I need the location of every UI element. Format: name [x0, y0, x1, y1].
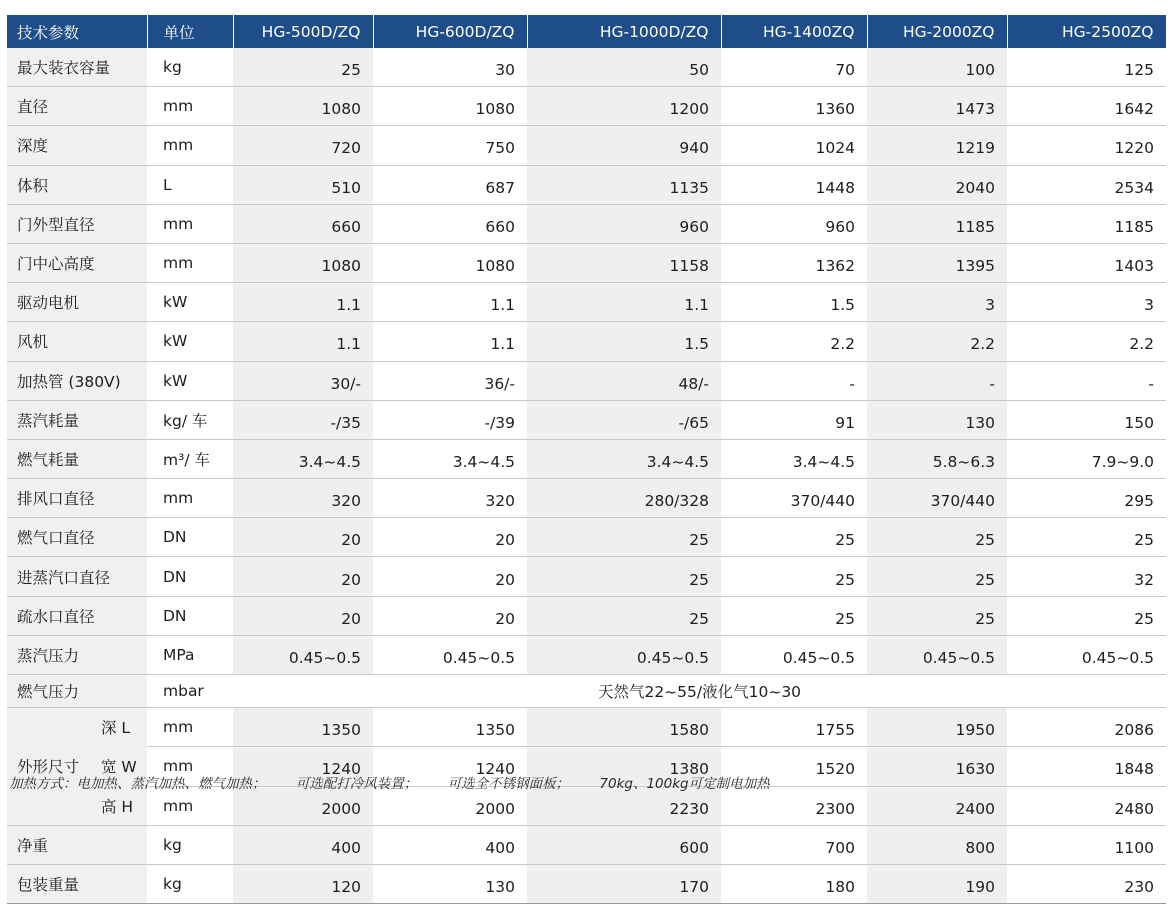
value-cell: 20 — [233, 596, 373, 635]
header-model: HG-2000ZQ — [867, 15, 1007, 48]
value-cell: 2.2 — [721, 322, 867, 361]
param-cell: 疏水口直径 — [7, 596, 147, 635]
table-row — [7, 48, 1166, 87]
table-row — [7, 825, 1166, 864]
value-cell: 190 — [867, 864, 1007, 903]
dimension-sub-label: 高 H — [101, 797, 134, 816]
value-cell: 0.45~0.5 — [721, 635, 867, 674]
value-cell: 1642 — [1007, 87, 1166, 126]
value-cell: 0.45~0.5 — [867, 635, 1007, 674]
table-row — [7, 361, 1166, 400]
value-cell: 0.45~0.5 — [527, 635, 721, 674]
value-cell: 2086 — [1007, 708, 1166, 747]
value-cell: 25 — [527, 557, 721, 596]
unit-cell: kW — [147, 361, 233, 400]
unit-cell: kW — [147, 322, 233, 361]
param-cell: 加热管 (380V) — [7, 361, 147, 400]
spec-table — [7, 15, 1167, 904]
value-cell: 2400 — [867, 786, 1007, 825]
value-cell: 1350 — [233, 708, 373, 747]
footnote-item: 70kg、100kg可定制电加热 — [599, 776, 770, 792]
value-cell: 1240 — [233, 747, 373, 786]
value-cell: 100 — [867, 48, 1007, 87]
header-model: HG-1000D/ZQ — [527, 15, 721, 48]
value-cell: 25 — [721, 518, 867, 557]
table-row — [7, 596, 1166, 635]
header-unit: 单位 — [147, 15, 233, 48]
value-cell: 180 — [721, 864, 867, 903]
param-cell: 燃气压力 — [7, 675, 147, 708]
value-cell: 230 — [1007, 864, 1166, 903]
param-cell: 进蒸汽口直径 — [7, 557, 147, 596]
header-model: HG-600D/ZQ — [373, 15, 527, 48]
value-cell: 720 — [233, 126, 373, 165]
param-cell: 净重 — [7, 825, 147, 864]
value-cell: 1950 — [867, 708, 1007, 747]
value-cell: 2480 — [1007, 786, 1166, 825]
value-cell: 1220 — [1007, 126, 1166, 165]
value-cell: 750 — [373, 126, 527, 165]
value-cell: 2.2 — [867, 322, 1007, 361]
value-cell: 660 — [373, 204, 527, 243]
table-row — [7, 87, 1166, 126]
unit-cell: DN — [147, 596, 233, 635]
dimension-sub-label: 宽 W — [101, 758, 137, 777]
value-cell: 1080 — [373, 87, 527, 126]
value-cell: - — [867, 361, 1007, 400]
value-cell: -/39 — [373, 400, 527, 439]
unit-cell: mm — [147, 243, 233, 282]
table-row — [7, 439, 1166, 478]
table-row — [7, 126, 1166, 165]
value-cell: 20 — [373, 518, 527, 557]
value-cell: 1080 — [233, 243, 373, 282]
value-cell: 25 — [1007, 596, 1166, 635]
value-cell: 170 — [527, 864, 721, 903]
dimension-param-cell — [7, 708, 147, 747]
value-cell: 3.4~4.5 — [527, 439, 721, 478]
value-cell: 1080 — [373, 243, 527, 282]
value-cell: 960 — [721, 204, 867, 243]
value-cell: 3.4~4.5 — [373, 439, 527, 478]
value-cell: 130 — [867, 400, 1007, 439]
table-row — [7, 557, 1166, 596]
unit-cell: mm — [147, 786, 233, 825]
value-cell: 3.4~4.5 — [721, 439, 867, 478]
param-cell: 蒸汽压力 — [7, 635, 147, 674]
value-cell: 600 — [527, 825, 721, 864]
value-cell: 2040 — [867, 165, 1007, 204]
param-cell: 燃气耗量 — [7, 439, 147, 478]
param-cell: 蒸汽耗量 — [7, 400, 147, 439]
value-cell: 36/- — [373, 361, 527, 400]
value-cell-span: 天然气22~55/液化气10~30 — [233, 675, 1166, 708]
value-cell: 0.45~0.5 — [1007, 635, 1166, 674]
value-cell: 1200 — [527, 87, 721, 126]
value-cell: 30 — [373, 48, 527, 87]
value-cell: 1395 — [867, 243, 1007, 282]
value-cell: 1350 — [373, 708, 527, 747]
unit-cell: L — [147, 165, 233, 204]
value-cell: 1580 — [527, 708, 721, 747]
value-cell: 7.9~9.0 — [1007, 439, 1166, 478]
footnote-item: 可选配打冷风装置； — [295, 776, 418, 792]
table-row — [7, 243, 1166, 282]
value-cell: 5.8~6.3 — [867, 439, 1007, 478]
value-cell: 370/440 — [721, 479, 867, 518]
value-cell: 91 — [721, 400, 867, 439]
param-cell: 排风口直径 — [7, 479, 147, 518]
table-row — [7, 322, 1166, 361]
value-cell: 0.45~0.5 — [233, 635, 373, 674]
value-cell: 2000 — [373, 786, 527, 825]
param-cell: 门外型直径 — [7, 204, 147, 243]
param-cell: 直径 — [7, 87, 147, 126]
param-cell: 风机 — [7, 322, 147, 361]
value-cell: 320 — [233, 479, 373, 518]
value-cell: -/65 — [527, 400, 721, 439]
value-cell: 3 — [1007, 283, 1166, 322]
unit-cell: kg — [147, 825, 233, 864]
value-cell: 2.2 — [1007, 322, 1166, 361]
unit-cell: mbar — [147, 675, 233, 708]
header-param: 技术参数 — [7, 15, 147, 48]
value-cell: 25 — [233, 48, 373, 87]
value-cell: 25 — [867, 557, 1007, 596]
unit-cell: mm — [147, 126, 233, 165]
value-cell: 30/- — [233, 361, 373, 400]
table-row — [7, 165, 1166, 204]
value-cell: 25 — [1007, 518, 1166, 557]
header-model: HG-2500ZQ — [1007, 15, 1166, 48]
value-cell: 1.1 — [233, 322, 373, 361]
value-cell: 1630 — [867, 747, 1007, 786]
value-cell: 660 — [233, 204, 373, 243]
value-cell: 960 — [527, 204, 721, 243]
value-cell: 2000 — [233, 786, 373, 825]
value-cell: 2300 — [721, 786, 867, 825]
value-cell: 1185 — [1007, 204, 1166, 243]
value-cell: 280/328 — [527, 479, 721, 518]
value-cell: 1848 — [1007, 747, 1166, 786]
value-cell: 370/440 — [867, 479, 1007, 518]
footnote-item: 可选全不锈钢面板； — [447, 776, 570, 792]
value-cell: 940 — [527, 126, 721, 165]
unit-cell: mm — [147, 479, 233, 518]
value-cell: 3 — [867, 283, 1007, 322]
table-row — [7, 204, 1166, 243]
unit-cell: m³/ 车 — [147, 439, 233, 478]
value-cell: 1448 — [721, 165, 867, 204]
value-cell: 400 — [233, 825, 373, 864]
param-cell: 燃气口直径 — [7, 518, 147, 557]
value-cell: 20 — [233, 557, 373, 596]
value-cell: 1755 — [721, 708, 867, 747]
unit-cell: kg — [147, 864, 233, 903]
header-model: HG-500D/ZQ — [233, 15, 373, 48]
value-cell: -/35 — [233, 400, 373, 439]
value-cell: 1473 — [867, 87, 1007, 126]
value-cell: 1362 — [721, 243, 867, 282]
header-model: HG-1400ZQ — [721, 15, 867, 48]
unit-cell: MPa — [147, 635, 233, 674]
value-cell: 800 — [867, 825, 1007, 864]
dimension-group-label: 外形尺寸 — [17, 758, 80, 777]
value-cell: 1100 — [1007, 825, 1166, 864]
value-cell: 1520 — [721, 747, 867, 786]
unit-cell: mm — [147, 747, 233, 786]
unit-cell: kg — [147, 48, 233, 87]
param-cell: 最大装衣容量 — [7, 48, 147, 87]
value-cell: 25 — [721, 596, 867, 635]
value-cell: 48/- — [527, 361, 721, 400]
unit-cell: mm — [147, 87, 233, 126]
footnote — [9, 772, 796, 792]
value-cell: 25 — [721, 557, 867, 596]
table-row — [7, 708, 1166, 747]
value-cell: 1240 — [373, 747, 527, 786]
dimension-sub-label: 深 L — [101, 719, 131, 738]
value-cell: 1.5 — [721, 283, 867, 322]
param-cell: 深度 — [7, 126, 147, 165]
value-cell: 32 — [1007, 557, 1166, 596]
param-cell: 包装重量 — [7, 864, 147, 903]
param-cell: 门中心高度 — [7, 243, 147, 282]
table-row — [7, 400, 1166, 439]
value-cell: 700 — [721, 825, 867, 864]
value-cell: 20 — [373, 557, 527, 596]
value-cell: 130 — [373, 864, 527, 903]
unit-cell: kW — [147, 283, 233, 322]
value-cell: 25 — [867, 596, 1007, 635]
value-cell: - — [721, 361, 867, 400]
table-row — [7, 864, 1166, 903]
value-cell: 400 — [373, 825, 527, 864]
value-cell: 125 — [1007, 48, 1166, 87]
value-cell: 20 — [373, 596, 527, 635]
value-cell: 3.4~4.5 — [233, 439, 373, 478]
table-row — [7, 635, 1166, 674]
value-cell: 150 — [1007, 400, 1166, 439]
value-cell: 1135 — [527, 165, 721, 204]
footnote-item: 加热方式：电加热、蒸汽加热、燃气加热； — [9, 776, 266, 792]
value-cell: 1158 — [527, 243, 721, 282]
unit-cell: mm — [147, 708, 233, 747]
unit-cell: DN — [147, 557, 233, 596]
value-cell: 1185 — [867, 204, 1007, 243]
unit-cell: mm — [147, 204, 233, 243]
table-header-row — [7, 15, 1166, 48]
value-cell: 1.1 — [373, 283, 527, 322]
value-cell: 1.5 — [527, 322, 721, 361]
table-row — [7, 518, 1166, 557]
value-cell: 0.45~0.5 — [373, 635, 527, 674]
unit-cell: DN — [147, 518, 233, 557]
value-cell: 1080 — [233, 87, 373, 126]
value-cell: 1.1 — [233, 283, 373, 322]
value-cell: 1360 — [721, 87, 867, 126]
value-cell: 2230 — [527, 786, 721, 825]
table-row — [7, 479, 1166, 518]
value-cell: 1.1 — [373, 322, 527, 361]
param-cell: 体积 — [7, 165, 147, 204]
value-cell: 1024 — [721, 126, 867, 165]
value-cell: 510 — [233, 165, 373, 204]
value-cell: 25 — [527, 518, 721, 557]
value-cell: 20 — [233, 518, 373, 557]
value-cell: 1380 — [527, 747, 721, 786]
param-cell: 驱动电机 — [7, 283, 147, 322]
value-cell: 25 — [867, 518, 1007, 557]
value-cell: 320 — [373, 479, 527, 518]
value-cell: 1403 — [1007, 243, 1166, 282]
value-cell: 295 — [1007, 479, 1166, 518]
value-cell: 120 — [233, 864, 373, 903]
value-cell: 687 — [373, 165, 527, 204]
value-cell: 50 — [527, 48, 721, 87]
table-row — [7, 283, 1166, 322]
value-cell: - — [1007, 361, 1166, 400]
table-row — [7, 675, 1166, 708]
value-cell: 1219 — [867, 126, 1007, 165]
unit-cell: kg/ 车 — [147, 400, 233, 439]
value-cell: 2534 — [1007, 165, 1166, 204]
value-cell: 1.1 — [527, 283, 721, 322]
value-cell: 70 — [721, 48, 867, 87]
value-cell: 25 — [527, 596, 721, 635]
